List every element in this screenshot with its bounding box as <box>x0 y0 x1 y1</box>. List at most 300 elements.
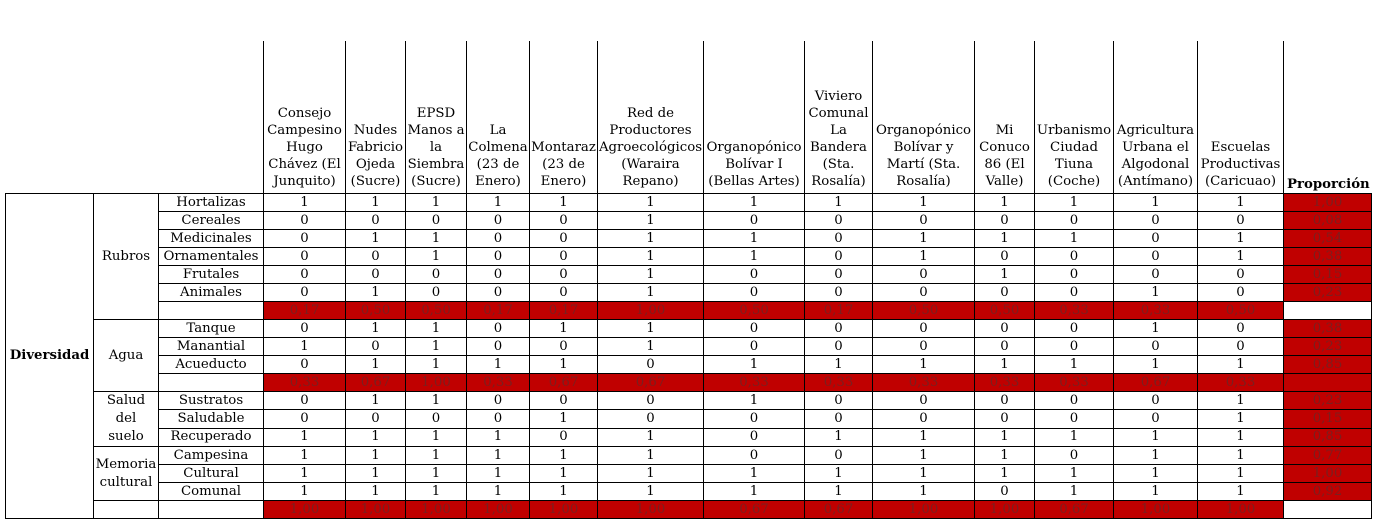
value-cell: 0 <box>467 320 530 338</box>
value-cell: 0 <box>467 392 530 410</box>
value-cell: 1 <box>1198 392 1284 410</box>
proportion-cell: 1,00 <box>1284 194 1372 212</box>
value-cell: 0 <box>406 212 467 230</box>
value-cell: 0 <box>467 248 530 266</box>
value-cell: 0 <box>704 212 805 230</box>
value-cell: 1 <box>264 465 346 483</box>
value-cell: 0 <box>704 284 805 302</box>
value-cell: 0 <box>530 230 598 248</box>
value-cell: 0 <box>598 356 704 374</box>
subtotal-cell: 0,33 <box>1035 374 1114 392</box>
column-header-escuelas-productivas-caricuao: Escuelas Productivas (Caricuao) <box>1198 41 1284 194</box>
value-cell: 1 <box>598 212 704 230</box>
value-cell: 0 <box>975 483 1035 501</box>
value-cell: 1 <box>704 356 805 374</box>
subtotal-cell: 1,00 <box>598 302 704 320</box>
value-cell: 1 <box>1198 230 1284 248</box>
value-cell: 1 <box>406 447 467 465</box>
value-cell: 0 <box>530 248 598 266</box>
value-cell: 1 <box>598 483 704 501</box>
value-cell: 1 <box>598 194 704 212</box>
value-cell: 1 <box>975 266 1035 284</box>
proportion-cell: 0,92 <box>1284 483 1372 501</box>
row-label-frutales: Frutales <box>159 266 264 284</box>
value-cell: 1 <box>805 194 873 212</box>
group-label-line: Salud <box>106 393 146 408</box>
value-cell: 1 <box>704 248 805 266</box>
header-row <box>6 41 1372 194</box>
value-cell: 0 <box>805 230 873 248</box>
value-cell: 1 <box>805 465 873 483</box>
subtotal-cell: 1,00 <box>873 501 975 519</box>
value-cell: 0 <box>530 212 598 230</box>
value-cell: 1 <box>1114 320 1198 338</box>
table-row <box>6 194 1372 212</box>
subtotal-cell: 0,33 <box>805 374 873 392</box>
value-cell: 1 <box>406 392 467 410</box>
subtotal-proportion-blank <box>1284 501 1372 519</box>
value-cell: 1 <box>1198 483 1284 501</box>
proportion-cell: 1,00 <box>1284 465 1372 483</box>
subtotal-cell: 0,33 <box>975 374 1035 392</box>
value-cell: 1 <box>873 356 975 374</box>
proportion-cell: 0,23 <box>1284 338 1372 356</box>
subtotal-cell: 0,67 <box>530 374 598 392</box>
value-cell: 0 <box>873 284 975 302</box>
value-cell: 0 <box>264 212 346 230</box>
value-cell: 1 <box>346 392 406 410</box>
column-header-red-de-productores-agroecologicos-waraira-repano: Red de Productores Agroecológicos (Waraira Repano) <box>598 41 704 194</box>
subtotal-cell: 0,50 <box>873 302 975 320</box>
value-cell: 1 <box>406 320 467 338</box>
value-cell: 1 <box>1035 465 1114 483</box>
subtotal-group-blank <box>94 501 159 519</box>
value-cell: 0 <box>598 410 704 428</box>
value-cell: 1 <box>264 483 346 501</box>
value-cell: 0 <box>1035 266 1114 284</box>
value-cell: 1 <box>346 465 406 483</box>
subtotal-cell: 1,00 <box>975 501 1035 519</box>
value-cell: 1 <box>467 356 530 374</box>
value-cell: 1 <box>1198 356 1284 374</box>
value-cell: 1 <box>1198 447 1284 465</box>
value-cell: 0 <box>975 248 1035 266</box>
value-cell: 1 <box>406 338 467 356</box>
value-cell: 0 <box>406 410 467 428</box>
subtotal-cell: 0,17 <box>805 302 873 320</box>
value-cell: 0 <box>1114 392 1198 410</box>
value-cell: 0 <box>1198 338 1284 356</box>
value-cell: 0 <box>530 392 598 410</box>
subtotal-cell: 1,00 <box>598 501 704 519</box>
value-cell: 0 <box>873 410 975 428</box>
value-cell: 1 <box>406 356 467 374</box>
subtotal-row <box>6 501 1372 519</box>
value-cell: 1 <box>873 248 975 266</box>
value-cell: 1 <box>406 483 467 501</box>
value-cell: 0 <box>1035 338 1114 356</box>
subtotal-proportion-blank <box>1284 302 1372 320</box>
proportion-cell: 0,54 <box>1284 230 1372 248</box>
group-label-line: Memoria <box>95 456 157 472</box>
subtotal-cell: 1,00 <box>406 501 467 519</box>
value-cell: 0 <box>873 392 975 410</box>
group-label-line: del <box>115 411 137 426</box>
value-cell: 0 <box>1035 284 1114 302</box>
value-cell: 1 <box>346 284 406 302</box>
value-cell: 1 <box>1035 428 1114 446</box>
subtotal-cell: 0,33 <box>467 374 530 392</box>
proportion-cell: 0,08 <box>1284 212 1372 230</box>
value-cell: 0 <box>1114 248 1198 266</box>
column-header-la-colmena-23-de-enero: La Colmena (23 de Enero) <box>467 41 530 194</box>
value-cell: 1 <box>598 248 704 266</box>
table-row <box>6 230 1372 248</box>
value-cell: 1 <box>598 465 704 483</box>
table-row <box>6 428 1372 446</box>
value-cell: 1 <box>264 338 346 356</box>
value-cell: 0 <box>704 320 805 338</box>
value-cell: 1 <box>1114 194 1198 212</box>
value-cell: 1 <box>704 230 805 248</box>
value-cell: 0 <box>530 338 598 356</box>
value-cell: 0 <box>264 248 346 266</box>
table-row <box>6 410 1372 428</box>
value-cell: 0 <box>264 392 346 410</box>
proportion-cell: 0,23 <box>1284 392 1372 410</box>
group-label-line: cultural <box>99 474 153 490</box>
value-cell: 0 <box>975 284 1035 302</box>
group-label-salud-del-suelo <box>94 392 159 447</box>
value-cell: 1 <box>406 230 467 248</box>
value-cell: 0 <box>264 356 346 374</box>
group-label-line: suelo <box>108 429 144 444</box>
row-label-cultural: Cultural <box>159 465 264 483</box>
value-cell: 1 <box>1198 465 1284 483</box>
proportion-header: Proporción <box>1287 177 1370 192</box>
column-header-mi-conuco-86-el-valle: Mi Conuco 86 (El Valle) <box>975 41 1035 194</box>
dimension-label: Diversidad <box>6 194 94 519</box>
value-cell: 1 <box>346 320 406 338</box>
value-cell: 0 <box>873 338 975 356</box>
value-cell: 0 <box>467 212 530 230</box>
value-cell: 0 <box>704 447 805 465</box>
value-cell: 1 <box>346 447 406 465</box>
proportion-cell: 0,23 <box>1284 284 1372 302</box>
value-cell: 0 <box>805 338 873 356</box>
subtotal-cell: 0,50 <box>975 302 1035 320</box>
subtotal-cell: 0,33 <box>873 374 975 392</box>
subtotal-cell: 0,50 <box>346 302 406 320</box>
value-cell: 1 <box>1198 194 1284 212</box>
subtotal-cell: 0,50 <box>1198 302 1284 320</box>
value-cell: 1 <box>530 320 598 338</box>
value-cell: 0 <box>406 284 467 302</box>
row-label-sustratos: Sustratos <box>159 392 264 410</box>
value-cell: 0 <box>805 284 873 302</box>
row-label-cereales: Cereales <box>159 212 264 230</box>
value-cell: 0 <box>975 320 1035 338</box>
value-cell: 0 <box>805 447 873 465</box>
value-cell: 1 <box>1114 428 1198 446</box>
value-cell: 0 <box>1114 410 1198 428</box>
subtotal-proportion-blank <box>1284 374 1372 392</box>
table-row <box>6 212 1372 230</box>
proportion-cell: 0,77 <box>1284 447 1372 465</box>
subtotal-cell: 0,50 <box>406 302 467 320</box>
value-cell: 0 <box>467 230 530 248</box>
subtotal-cell: 0,33 <box>1114 302 1198 320</box>
value-cell: 1 <box>598 338 704 356</box>
table-row <box>6 320 1372 338</box>
column-header-consejo-campesino-hugo-chavez-el-junquito: Consejo Campesino Hugo Chávez (El Junquito) <box>264 41 346 194</box>
proportion-cell: 0,15 <box>1284 410 1372 428</box>
subtotal-cell: 0,17 <box>467 302 530 320</box>
subtotal-cell: 1,00 <box>467 501 530 519</box>
value-cell: 1 <box>704 465 805 483</box>
value-cell: 0 <box>975 410 1035 428</box>
subtotal-row <box>6 302 1372 320</box>
value-cell: 0 <box>704 338 805 356</box>
subtotal-cell: 0,33 <box>704 374 805 392</box>
value-cell: 0 <box>1198 284 1284 302</box>
value-cell: 1 <box>598 284 704 302</box>
column-header-viviero-comunal-la-bandera-sta-rosalia: Viviero Comunal La Bandera (Sta. Rosalía) <box>805 41 873 194</box>
value-cell: 1 <box>467 465 530 483</box>
value-cell: 1 <box>264 194 346 212</box>
subtotal-cell: 1,00 <box>346 501 406 519</box>
row-label-animales: Animales <box>159 284 264 302</box>
value-cell: 1 <box>406 465 467 483</box>
value-cell: 1 <box>530 465 598 483</box>
value-cell: 1 <box>346 483 406 501</box>
value-cell: 1 <box>346 194 406 212</box>
table-row <box>6 338 1372 356</box>
column-header-urbanismo-ciudad-tiuna-coche: Urbanismo Ciudad Tiuna (Coche) <box>1035 41 1114 194</box>
value-cell: 1 <box>1198 428 1284 446</box>
value-cell: 1 <box>1114 465 1198 483</box>
value-cell: 0 <box>975 212 1035 230</box>
value-cell: 0 <box>467 266 530 284</box>
value-cell: 1 <box>975 356 1035 374</box>
value-cell: 1 <box>873 447 975 465</box>
value-cell: 1 <box>873 194 975 212</box>
value-cell: 1 <box>975 194 1035 212</box>
value-cell: 0 <box>530 266 598 284</box>
subtotal-label-blank <box>159 302 264 320</box>
row-label-campesina: Campesina <box>159 447 264 465</box>
subtotal-cell: 1,00 <box>1198 501 1284 519</box>
value-cell: 1 <box>530 410 598 428</box>
table-row <box>6 356 1372 374</box>
subtotal-cell: 0,50 <box>704 302 805 320</box>
subtotal-cell: 0,67 <box>1035 501 1114 519</box>
value-cell: 0 <box>805 266 873 284</box>
value-cell: 1 <box>1035 483 1114 501</box>
value-cell: 0 <box>264 230 346 248</box>
subtotal-cell: 0,33 <box>264 374 346 392</box>
row-label-tanque: Tanque <box>159 320 264 338</box>
row-label-comunal: Comunal <box>159 483 264 501</box>
table-row <box>6 392 1372 410</box>
proportion-cell: 0,38 <box>1284 320 1372 338</box>
column-header-organoponico-bolivar-i-bellas-artes: Organopónico Bolívar I (Bellas Artes) <box>704 41 805 194</box>
subtotal-cell: 1,00 <box>264 501 346 519</box>
value-cell: 1 <box>805 483 873 501</box>
corner-blank <box>6 41 264 194</box>
value-cell: 0 <box>530 428 598 446</box>
proportion-cell: 0,15 <box>1284 266 1372 284</box>
value-cell: 0 <box>704 266 805 284</box>
value-cell: 0 <box>346 338 406 356</box>
value-cell: 1 <box>406 428 467 446</box>
value-cell: 0 <box>467 284 530 302</box>
value-cell: 1 <box>873 465 975 483</box>
subtotal-row <box>6 374 1372 392</box>
table-row <box>6 465 1372 483</box>
value-cell: 0 <box>264 266 346 284</box>
value-cell: 1 <box>346 428 406 446</box>
value-cell: 0 <box>704 410 805 428</box>
value-cell: 1 <box>530 194 598 212</box>
value-cell: 1 <box>406 194 467 212</box>
value-cell: 0 <box>467 338 530 356</box>
value-cell: 1 <box>873 428 975 446</box>
column-header-montaraz-23-de-enero: Montaraz (23 de Enero) <box>530 41 598 194</box>
value-cell: 0 <box>346 248 406 266</box>
value-cell: 0 <box>1198 320 1284 338</box>
row-label-manantial: Manantial <box>159 338 264 356</box>
value-cell: 0 <box>1114 338 1198 356</box>
column-header-nudes-fabricio-ojeda-sucre: Nudes Fabricio Ojeda (Sucre) <box>346 41 406 194</box>
row-label-ornamentales: Ornamentales <box>159 248 264 266</box>
value-cell: 0 <box>873 212 975 230</box>
value-cell: 1 <box>975 230 1035 248</box>
value-cell: 1 <box>264 428 346 446</box>
value-cell: 1 <box>530 356 598 374</box>
value-cell: 1 <box>975 428 1035 446</box>
value-cell: 0 <box>1035 320 1114 338</box>
value-cell: 1 <box>704 483 805 501</box>
value-cell: 0 <box>1198 266 1284 284</box>
value-cell: 1 <box>1114 356 1198 374</box>
table-row <box>6 248 1372 266</box>
value-cell: 0 <box>346 212 406 230</box>
subtotal-cell: 0,67 <box>704 501 805 519</box>
subtotal-cell: 0,17 <box>264 302 346 320</box>
value-cell: 1 <box>467 447 530 465</box>
value-cell: 1 <box>805 428 873 446</box>
value-cell: 0 <box>264 320 346 338</box>
value-cell: 1 <box>467 194 530 212</box>
table-row <box>6 447 1372 465</box>
value-cell: 0 <box>264 284 346 302</box>
value-cell: 0 <box>530 284 598 302</box>
table-row <box>6 266 1372 284</box>
value-cell: 1 <box>704 194 805 212</box>
value-cell: 1 <box>1198 248 1284 266</box>
value-cell: 0 <box>1035 447 1114 465</box>
value-cell: 0 <box>805 212 873 230</box>
value-cell: 0 <box>467 410 530 428</box>
value-cell: 1 <box>975 465 1035 483</box>
column-header-agricultura-urbana-el-algodonal-antimano: Agricultura Urbana el Algodonal (Antímano) <box>1114 41 1198 194</box>
row-label-acueducto: Acueducto <box>159 356 264 374</box>
value-cell: 0 <box>805 392 873 410</box>
value-cell: 1 <box>406 248 467 266</box>
value-cell: 1 <box>975 447 1035 465</box>
subtotal-cell: 0,33 <box>1035 302 1114 320</box>
value-cell: 1 <box>805 356 873 374</box>
value-cell: 1 <box>598 447 704 465</box>
row-label-hortalizas: Hortalizas <box>159 194 264 212</box>
group-label-agua: Agua <box>94 320 159 392</box>
subtotal-cell: 0,67 <box>1114 374 1198 392</box>
value-cell: 1 <box>598 428 704 446</box>
value-cell: 0 <box>805 320 873 338</box>
value-cell: 0 <box>598 392 704 410</box>
value-cell: 1 <box>530 483 598 501</box>
value-cell: 1 <box>598 320 704 338</box>
value-cell: 0 <box>264 410 346 428</box>
subtotal-label-blank <box>159 501 264 519</box>
value-cell: 0 <box>1035 392 1114 410</box>
row-label-saludable: Saludable <box>159 410 264 428</box>
value-cell: 1 <box>598 266 704 284</box>
subtotal-cell: 0,33 <box>1198 374 1284 392</box>
value-cell: 1 <box>346 356 406 374</box>
value-cell: 0 <box>873 266 975 284</box>
row-label-medicinales: Medicinales <box>159 230 264 248</box>
value-cell: 0 <box>975 392 1035 410</box>
diversity-table <box>5 41 1372 519</box>
row-label-recuperado: Recuperado <box>159 428 264 446</box>
value-cell: 1 <box>1035 356 1114 374</box>
value-cell: 0 <box>1035 248 1114 266</box>
subtotal-cell: 1,00 <box>530 501 598 519</box>
value-cell: 0 <box>704 428 805 446</box>
value-cell: 1 <box>264 447 346 465</box>
value-cell: 0 <box>1035 212 1114 230</box>
value-cell: 0 <box>1114 266 1198 284</box>
value-cell: 1 <box>1114 447 1198 465</box>
subtotal-label-blank <box>159 374 264 392</box>
value-cell: 1 <box>598 230 704 248</box>
value-cell: 0 <box>975 338 1035 356</box>
value-cell: 0 <box>1198 212 1284 230</box>
value-cell: 0 <box>805 410 873 428</box>
subtotal-cell: 0,67 <box>805 501 873 519</box>
value-cell: 1 <box>873 230 975 248</box>
value-cell: 1 <box>1035 230 1114 248</box>
value-cell: 0 <box>346 410 406 428</box>
value-cell: 1 <box>1114 483 1198 501</box>
column-header-epsd-manos-a-la-siembra-sucre: EPSD Manos a la Siembra (Sucre) <box>406 41 467 194</box>
value-cell: 0 <box>406 266 467 284</box>
value-cell: 1 <box>704 392 805 410</box>
value-cell: 1 <box>873 483 975 501</box>
subtotal-cell: 0,67 <box>346 374 406 392</box>
value-cell: 0 <box>346 266 406 284</box>
column-header-organoponico-bolivar-y-marti-sta-rosalia: Organopónico Bolívar y Martí (Sta. Rosalía) <box>873 41 975 194</box>
value-cell: 1 <box>1198 410 1284 428</box>
proportion-cell: 0,85 <box>1284 428 1372 446</box>
subtotal-cell: 0,17 <box>530 302 598 320</box>
value-cell: 0 <box>1114 230 1198 248</box>
value-cell: 0 <box>1035 410 1114 428</box>
proportion-cell: 0,38 <box>1284 248 1372 266</box>
table-row <box>6 284 1372 302</box>
